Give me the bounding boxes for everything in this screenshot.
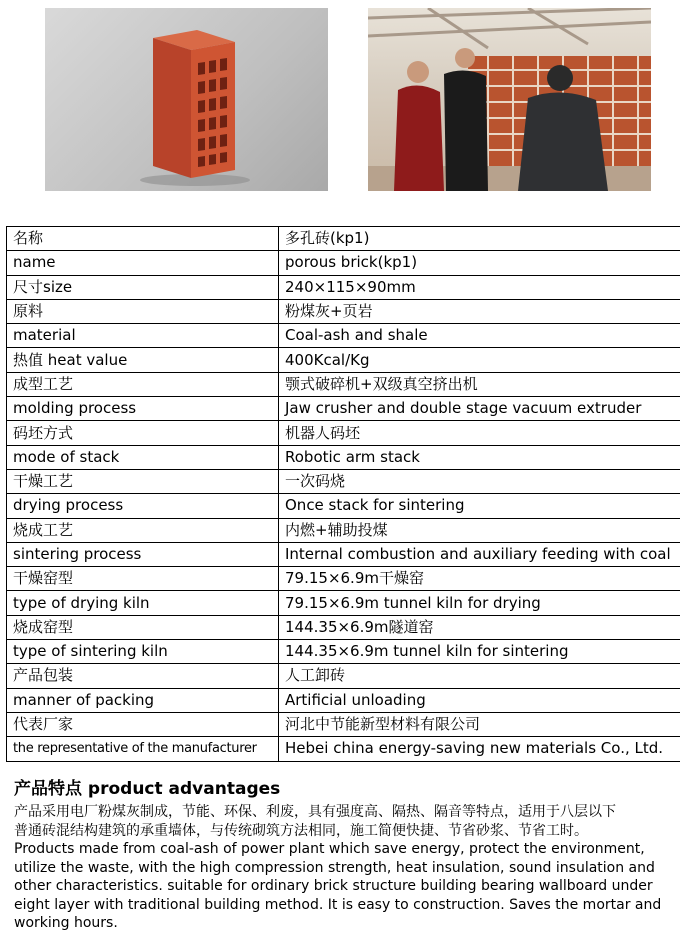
spec-key: 名称: [7, 227, 279, 251]
spec-key: 成型工艺: [7, 372, 279, 396]
spec-value: 河北中节能新型材料有限公司: [279, 712, 680, 736]
spec-value: 240×115×90mm: [279, 275, 680, 299]
table-row: [7, 445, 680, 469]
spec-value: Robotic arm stack: [279, 445, 680, 469]
spec-value: 144.35×6.9m tunnel kiln for sintering: [279, 640, 680, 664]
advantages-line: other characteristics. suitable for ordinary brick structure building bearing wallboard under: [14, 878, 653, 894]
table-row: [7, 664, 680, 688]
product-advantages-section: [14, 778, 680, 933]
spec-value: porous brick(kp1): [279, 251, 680, 275]
table-row: [7, 397, 680, 421]
table-row: [7, 275, 680, 299]
spec-key: name: [7, 251, 279, 275]
table-row: [7, 542, 680, 566]
spec-key: molding process: [7, 397, 279, 421]
table-row: [7, 251, 680, 275]
spec-key: 烧成窑型: [7, 615, 279, 639]
spec-key: 热值 heat value: [7, 348, 279, 372]
table-row: [7, 591, 680, 615]
table-row: [7, 737, 680, 761]
advantages-line: 普通砖混结构建筑的承重墙体，与传统砌筑方法相同，施工简便快捷、节省砂浆、节省工时。: [14, 822, 588, 839]
product-photos: [0, 0, 680, 200]
factory-visit-photo: [368, 8, 651, 191]
spec-key: material: [7, 324, 279, 348]
spec-value: 机器人码坯: [279, 421, 680, 445]
table-row: [7, 518, 680, 542]
spec-value: 79.15×6.9m tunnel kiln for drying: [279, 591, 680, 615]
table-row: [7, 640, 680, 664]
table-row: [7, 299, 680, 323]
spec-key: the representative of the manufacturer: [7, 737, 279, 761]
spec-value: Jaw crusher and double stage vacuum extruder: [279, 397, 680, 421]
spec-value: Artificial unloading: [279, 688, 680, 712]
spec-key: manner of packing: [7, 688, 279, 712]
spec-value: 79.15×6.9m干燥窑: [279, 567, 680, 591]
table-row: [7, 712, 680, 736]
spec-key: 烧成工艺: [7, 518, 279, 542]
advantages-heading: 产品特点 product advantages: [14, 779, 281, 799]
spec-value: 一次码烧: [279, 469, 680, 493]
table-row: [7, 469, 680, 493]
spec-key: drying process: [7, 494, 279, 518]
spec-value: 多孔砖(kp1): [279, 227, 680, 251]
spec-key: 干燥工艺: [7, 469, 279, 493]
specification-table: [6, 226, 680, 762]
factory-scene-image: [368, 8, 651, 191]
spec-value: Coal-ash and shale: [279, 324, 680, 348]
spec-key: type of sintering kiln: [7, 640, 279, 664]
spec-value: 颚式破碎机+双级真空挤出机: [279, 372, 680, 396]
spec-key: type of drying kiln: [7, 591, 279, 615]
spec-key: 码坯方式: [7, 421, 279, 445]
table-row: [7, 567, 680, 591]
spec-value: 粉煤灰+页岩: [279, 299, 680, 323]
advantages-line: working hours.: [14, 915, 118, 931]
advantages-line: 产品采用电厂粉煤灰制成，节能、环保、利废，具有强度高、隔热、隔音等特点，适用于八层以下: [14, 804, 616, 820]
spec-value: 人工卸砖: [279, 664, 680, 688]
spec-key: mode of stack: [7, 445, 279, 469]
spec-value: Hebei china energy-saving new materials Co., Ltd.: [279, 737, 680, 761]
advantages-line: eight layer with traditional building method. It is easy to construction. Saves the mortar and: [14, 896, 662, 913]
advantages-line: utilize the waste, with the high compression strength, heat insulation, sound insulation and: [14, 859, 655, 876]
spec-key: 干燥窑型: [7, 567, 279, 591]
spec-value: 144.35×6.9m隧道窑: [279, 615, 680, 639]
advantages-line: Products made from coal-ash of power plant which save energy, protect the environment,: [14, 841, 645, 857]
table-row: [7, 372, 680, 396]
table-row: [7, 494, 680, 518]
spec-value: 内燃+辅助投煤: [279, 518, 680, 542]
table-row: [7, 348, 680, 372]
brick-product-photo: [45, 8, 328, 191]
spec-key: sintering process: [7, 542, 279, 566]
porous-brick-image: [45, 8, 328, 191]
table-row: [7, 421, 680, 445]
spec-key: 产品包装: [7, 664, 279, 688]
specification-table-body: [7, 227, 680, 762]
spec-value: 400Kcal/Kg: [279, 348, 680, 372]
spec-key: 原料: [7, 299, 279, 323]
table-row: [7, 615, 680, 639]
spec-key: 尺寸size: [7, 275, 279, 299]
spec-key: 代表厂家: [7, 712, 279, 736]
spec-value: Once stack for sintering: [279, 494, 680, 518]
table-row: [7, 227, 680, 251]
spec-value: Internal combustion and auxiliary feeding with coal: [279, 542, 680, 566]
table-row: [7, 688, 680, 712]
table-row: [7, 324, 680, 348]
